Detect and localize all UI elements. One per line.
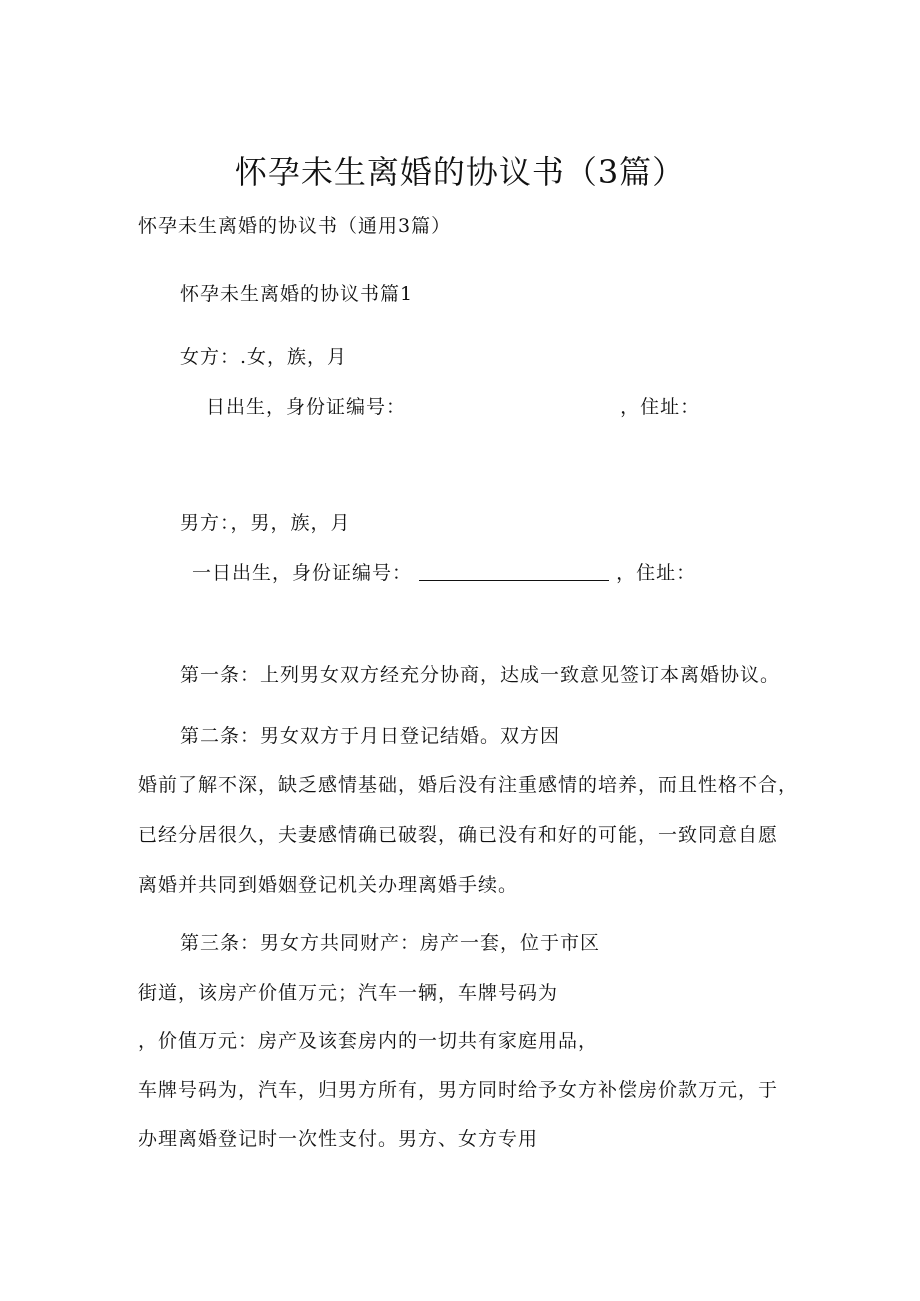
female-party-line: 女方：.女，族，月 <box>180 346 348 368</box>
article-3-line-4: 车牌号码为，汽车，归男方所有，男方同时给予女方补偿房价款万元，于 <box>138 1079 779 1101</box>
female-birth-id-label: 日出生，身份证编号： <box>206 396 407 418</box>
article-2-line-4: 离婚并共同到婚姻登记机关办理离婚手续。 <box>138 874 519 896</box>
male-birth-id-line <box>192 561 696 585</box>
male-id-blank <box>419 562 609 581</box>
article-3-line-1: 第三条：男女方共同财产：房产一套，位于市区 <box>180 932 601 954</box>
article-2-line-1: 第二条：男女双方于月日登记结婚。双方因 <box>180 725 561 747</box>
article-1: 第一条：上列男女双方经充分协商，达成一致意见签订本离婚协议。 <box>180 664 781 686</box>
document-title: 怀孕未生离婚的协议书（3篇） <box>234 153 686 191</box>
female-address-label: ，住址： <box>620 396 701 418</box>
male-birth-id-label: 一日出生，身份证编号： <box>192 562 413 584</box>
section-heading: 怀孕未生离婚的协议书篇1 <box>180 283 414 305</box>
document-subtitle: 怀孕未生离婚的协议书（通用3篇） <box>138 215 452 237</box>
female-birth-id-line <box>206 395 700 419</box>
article-3-line-3: ，价值万元：房产及该套房内的一切共有家庭用品， <box>138 1030 599 1052</box>
article-2-line-2: 婚前了解不深，缺乏感情基础，婚后没有注重感情的培养，而且性格不合， <box>138 774 799 796</box>
male-party-line: 男方：，男，族，月 <box>180 512 351 534</box>
article-3-line-5: 办理离婚登记时一次性支付。男方、女方专用 <box>138 1128 539 1150</box>
male-address-label: ，住址： <box>616 562 697 584</box>
article-2-line-3: 已经分居很久，夫妻感情确已破裂，确已没有和好的可能，一致同意自愿 <box>138 824 779 846</box>
article-3-line-2: 街道，该房产价值万元；汽车一辆，车牌号码为 <box>138 982 559 1004</box>
